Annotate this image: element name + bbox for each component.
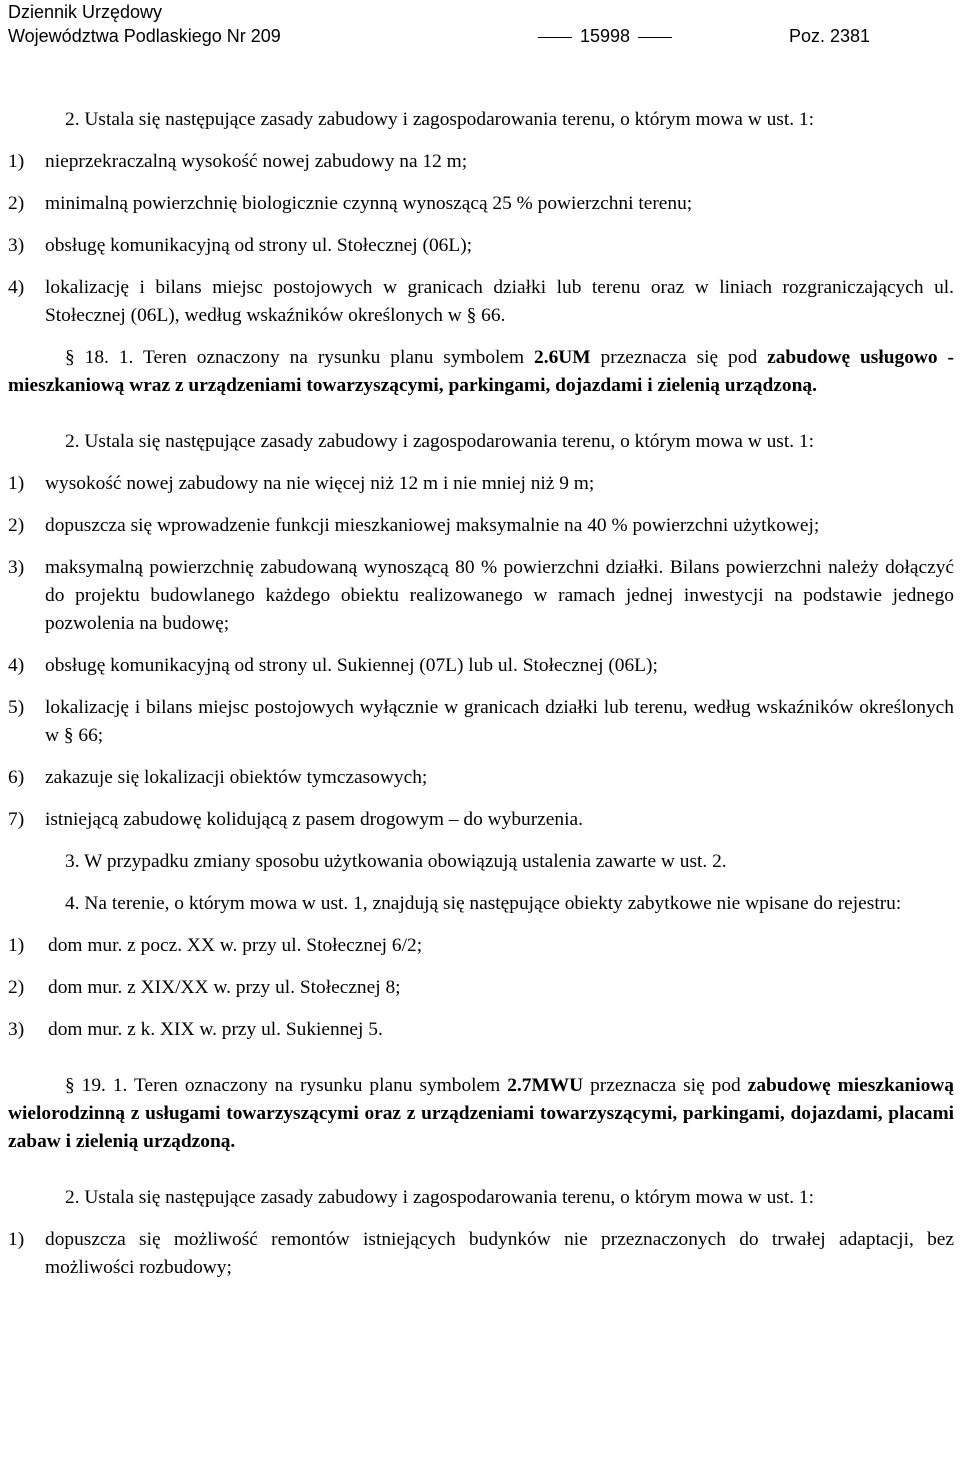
item-text: istniejącą zabudowę kolidującą z pasem drogowym – do wyburzenia.	[45, 809, 583, 830]
item-text: lokalizację i bilans miejsc postojowych w granicach działki lub terenu oraz w liniach rozgraniczających ul. Stołecznej (06L), według wskaźników określonych w § 66.	[45, 277, 954, 326]
item-text: nieprzekraczalną wysokość nowej zabudowy na 12 m;	[45, 151, 468, 172]
list-item	[8, 190, 954, 218]
position-number: Poz. 2381	[788, 26, 870, 46]
list-item	[8, 148, 954, 176]
section-19-symbol: 2.7MWU	[507, 1075, 584, 1096]
item-number: 1)	[8, 473, 25, 494]
item-number: 2)	[8, 977, 25, 998]
section-18-symbol: 2.6UM	[534, 347, 591, 368]
item-number: 3)	[8, 1019, 25, 1040]
item-number: 7)	[8, 809, 25, 830]
monument-item	[8, 932, 954, 960]
item-number: 1)	[8, 1229, 25, 1250]
section-18-heading	[8, 344, 954, 400]
section-18-purpose: zabudowę usługowo - mieszkaniową wraz z urządzeniami towarzyszącymi, parkingami, dojazdami i zielenią urządzoną.	[8, 347, 954, 396]
item-number: 6)	[8, 767, 25, 788]
list-item	[8, 274, 954, 330]
section-18-point-3: 3. W przypadku zmiany sposobu użytkowania obowiązują ustalenia zawarte w ust. 2.	[65, 851, 727, 872]
publication-title: Dziennik Urzędowy	[8, 2, 163, 22]
item-number: 2)	[8, 515, 25, 536]
item-text: maksymalną powierzchnię zabudowaną wynoszącą 80 % powierzchni działki. Bilans powierzchni należy dołączyć do projektu budowlanego każdego obiektu realizowanego w ramach jednej inwestycji na podstawie jednego pozwolenia na budowę;	[45, 557, 954, 634]
list-item	[8, 764, 954, 792]
publication-subtitle: Województwa Podlaskiego Nr 209	[8, 26, 281, 46]
item-number: 5)	[8, 697, 25, 718]
item-text: dom mur. z k. XIX w. przy ul. Sukiennej 5.	[48, 1019, 383, 1040]
dash-left	[538, 37, 572, 38]
page-header	[8, 0, 870, 48]
item-text: dopuszcza się możliwość remontów istniejących budynków nie przeznaczonych do trwałej adaptacji, bez możliwości rozbudowy;	[45, 1229, 954, 1278]
item-number: 3)	[8, 235, 25, 256]
item-text: dom mur. z XIX/XX w. przy ul. Stołecznej 8;	[48, 977, 401, 998]
list-item	[8, 806, 954, 834]
section-18-point-4: 4. Na terenie, o którym mowa w ust. 1, znajdują się następujące obiekty zabytkowe nie wpisane do rejestru:	[65, 893, 902, 914]
item-text: wysokość nowej zabudowy na nie więcej niż 12 m i nie mniej niż 9 m;	[45, 473, 595, 494]
item-text: lokalizację i bilans miejsc postojowych wyłącznie w granicach działki lub terenu, według wskaźników określonych w § 66;	[45, 697, 954, 746]
list-item	[8, 470, 954, 498]
section-19-lead: § 19. 1. Teren oznaczony na rysunku planu symbolem	[65, 1075, 508, 1096]
item-text: zakazuje się lokalizacji obiektów tymczasowych;	[45, 767, 428, 788]
section-18-lead: § 18. 1. Teren oznaczony na rysunku planu symbolem	[65, 347, 535, 368]
item-number: 1)	[8, 935, 25, 956]
item-text: dom mur. z pocz. XX w. przy ul. Stołecznej 6/2;	[48, 935, 423, 956]
page-number: 15998	[580, 26, 631, 46]
monument-item	[8, 974, 954, 1002]
item-number: 2)	[8, 193, 25, 214]
item-text: obsługę komunikacyjną od strony ul. Stołecznej (06L);	[45, 235, 473, 256]
section-a-intro: 2. Ustala się następujące zasady zabudowy i zagospodarowania terenu, o którym mowa w ust. 1:	[65, 109, 815, 130]
list-item	[8, 232, 954, 260]
list-item	[8, 1226, 954, 1282]
page-number-block	[530, 24, 680, 48]
list-item	[8, 512, 954, 540]
dash-right	[638, 37, 672, 38]
section-18-mid: przeznacza się pod	[590, 347, 768, 368]
list-item	[8, 694, 954, 750]
section-19-heading	[8, 1072, 954, 1156]
item-text: minimalną powierzchnię biologicznie czynną wynoszącą 25 % powierzchni terenu;	[45, 193, 693, 214]
monument-item	[8, 1016, 954, 1044]
item-number: 3)	[8, 557, 25, 578]
item-text: obsługę komunikacyjną od strony ul. Sukiennej (07L) lub ul. Stołecznej (06L);	[45, 655, 658, 676]
header-row	[8, 24, 870, 48]
item-number: 4)	[8, 655, 25, 676]
item-text: dopuszcza się wprowadzenie funkcji mieszkaniowej maksymalnie na 40 % powierzchni użytkowej;	[45, 515, 820, 536]
section-18-intro: 2. Ustala się następujące zasady zabudowy i zagospodarowania terenu, o którym mowa w ust. 1:	[65, 431, 815, 452]
section-19-mid: przeznacza się pod	[583, 1075, 748, 1096]
section-19-intro: 2. Ustala się następujące zasady zabudowy i zagospodarowania terenu, o którym mowa w ust. 1:	[65, 1187, 815, 1208]
section-19-purpose: zabudowę mieszkaniową wielorodzinną z usługami towarzyszącymi oraz z urządzeniami towarzyszącymi, parkingami, dojazdami, placami zabaw i zielenią urządzoną.	[8, 1075, 954, 1152]
list-item	[8, 554, 954, 638]
item-number: 1)	[8, 151, 25, 172]
item-number: 4)	[8, 277, 25, 298]
document-body	[8, 106, 954, 1296]
list-item	[8, 652, 954, 680]
